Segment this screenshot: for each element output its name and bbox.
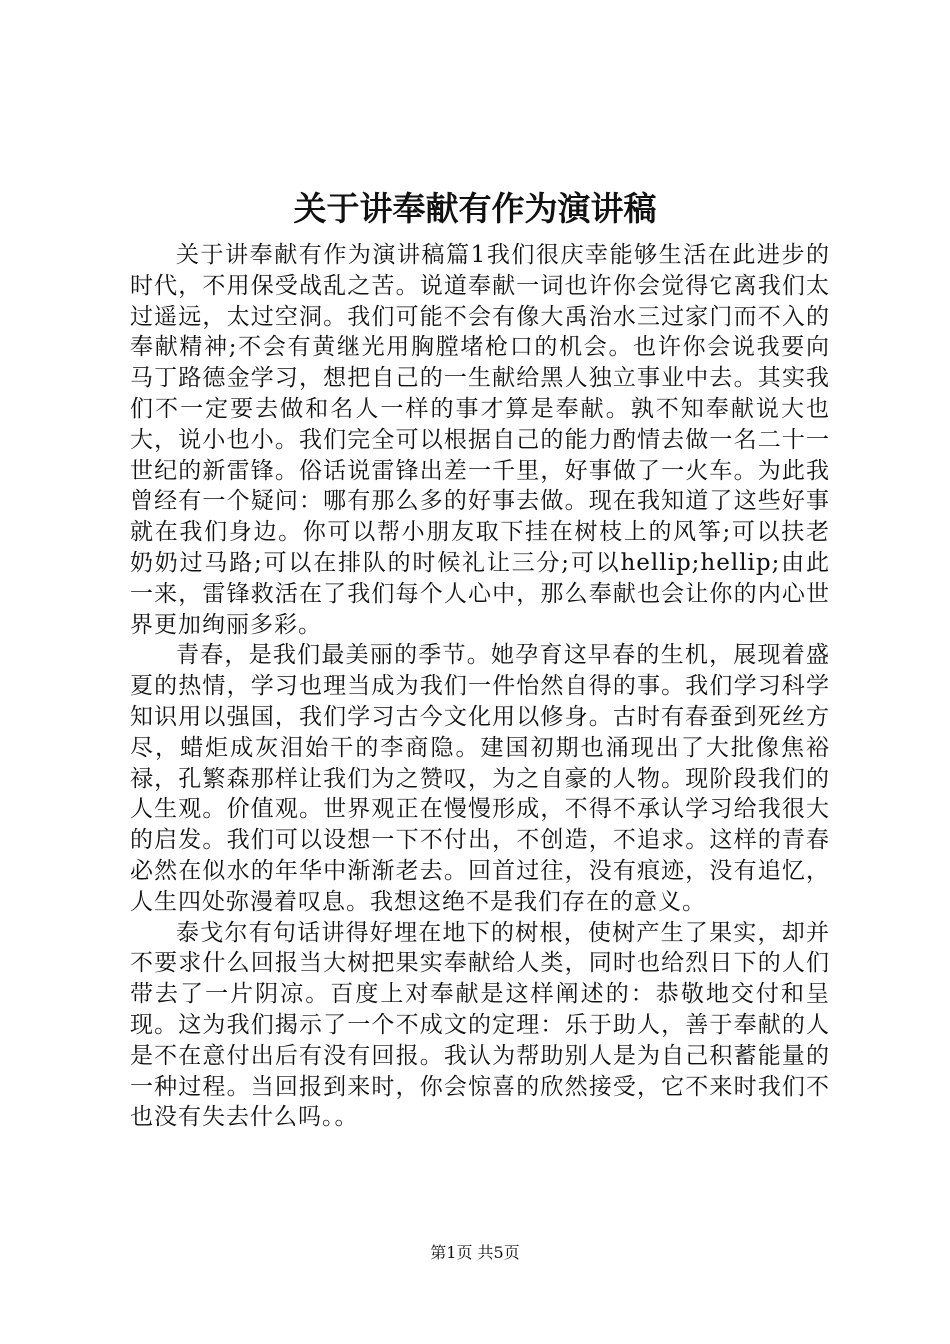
page-title: 关于讲奉献有作为演讲稿 [293, 189, 657, 228]
page-footer: 第1页 共5页 [430, 1243, 520, 1262]
document-body [130, 240, 830, 1133]
paragraph: 关于讲奉献有作为演讲稿篇1我们很庆幸能够生活在此进步的时代，不用保受战乱之苦。说道奉献一词也许你会觉得它离我们太过遥远，太过空洞。我们可能不会有像大禹治水三过家门而不入的奉献精神;不会有黄继光用胸膛堵枪口的机会。也许你会说我要向马丁路德金学习，想把自己的一生献给黑人独立事业中去。其实我们不一定要去做和名人一样的事才算是奉献。孰不知奉献说大也大，说小也小。我们完全可以根据自己的能力酌情去做一名二十一世纪的新雷锋。俗话说雷锋出差一千里，好事做了一火车。为此我曾经有一个疑问：哪有那么多的好事去做。现在我知道了这些好事就在我们身边。你可以帮小朋友取下挂在树枝上的风筝;可以扶老奶奶过马路;可以在排队的时候礼让三分;可以hellip;hellip;由此一来，雷锋救活在了我们每个人心中，那么奉献也会让你的内心世界更加绚丽多彩。 [130, 242, 830, 638]
paragraph: 泰戈尔有句话讲得好埋在地下的树根，使树产生了果实，却并不要求什么回报当大树把果实奉献给人类，同时也给烈日下的人们带去了一片阴凉。百度上对奉献是这样阐述的：恭敬地交付和呈现。这为我们揭示了一个不成文的定理：乐于助人，善于奉献的人是不在意付出后有没有回报。我认为帮助别人是为自己积蓄能量的一种过程。当回报到来时，你会惊喜的欣然接受，它不来时我们不也没有失去什么吗。。 [130, 919, 830, 1131]
paragraph: 青春，是我们最美丽的季节。她孕育这早春的生机，展现着盛夏的热情，学习也理当成为我们一件怡然自得的事。我们学习科学知识用以强国，我们学习古今文化用以修身。古时有春蚕到死丝方尽，蜡炬成灰泪始干的李商隐。建国初期也涌现出了大批像焦裕禄，孔繁森那样让我们为之赞叹，为之自豪的人物。现阶段我们的人生观。价值观。世界观正在慢慢形成，不得不承认学习给我很大的启发。我们可以设想一下不付出，不创造，不追求。这样的青春必然在似水的年华中渐渐老去。回首过往，没有痕迹，没有追忆，人生四处弥漫着叹息。我想这绝不是我们存在的意义。 [130, 642, 830, 915]
